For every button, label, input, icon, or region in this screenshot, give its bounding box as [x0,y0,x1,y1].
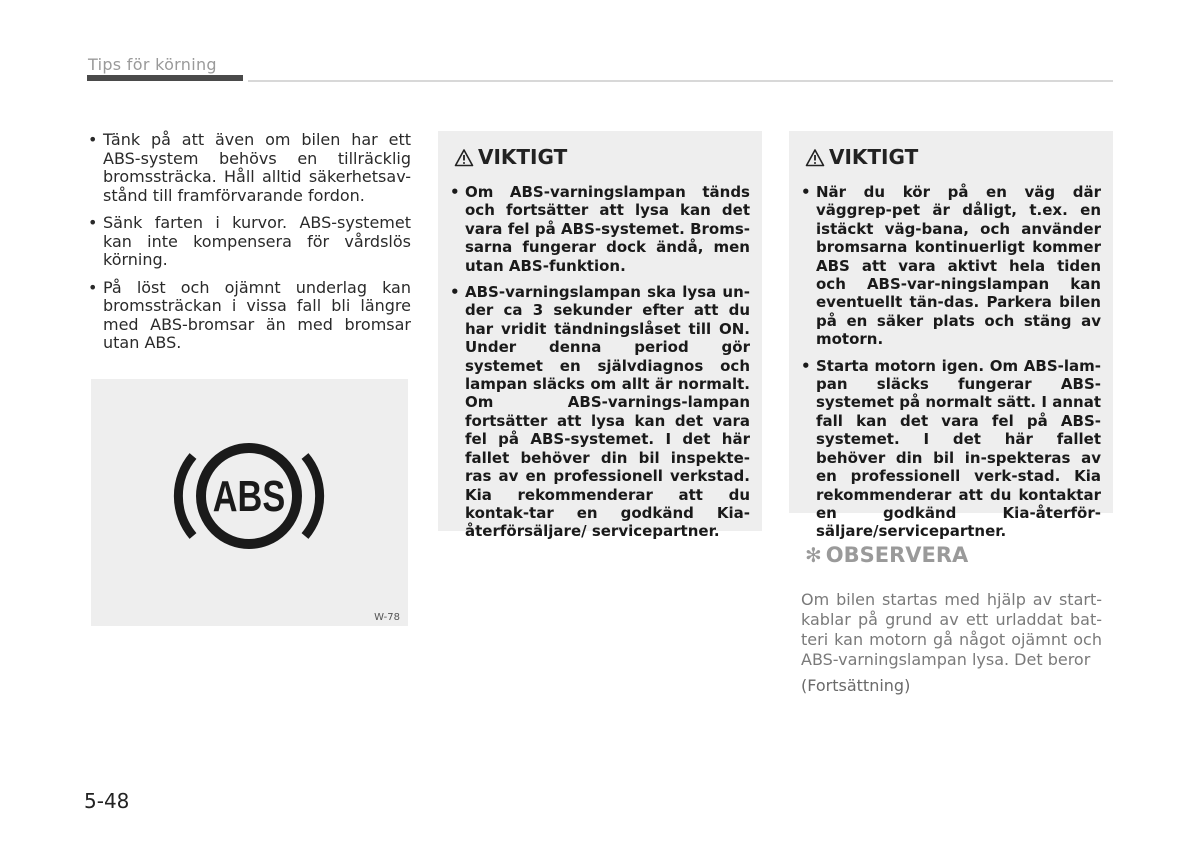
bullet-dot: • [88,277,98,297]
header-divider [248,80,1113,82]
abs-warning-lamp-icon [169,434,329,559]
bullet-dot: • [450,283,460,302]
warning-heading [805,145,1101,169]
list-item [450,183,750,275]
bullet-dot: • [88,130,98,149]
list-item [88,214,411,270]
observera-heading [805,543,968,567]
observera-title: OBSERVERA [825,543,969,567]
continued-label: (Fortsättning) [801,676,911,695]
bullet-text: Sänk farten i kurvor. ABS-systemet kan inte kompensera för vårdslös körning. [103,213,411,269]
bullet-text: På löst och ojämnt underlag kan bromssträckan i vissa fall bli längre med ABS-bromsar än med bromsar utan ABS. [103,277,411,352]
warning-heading [454,145,750,169]
header-bar [87,75,243,81]
figure-code: W-78 [374,612,400,623]
column-1 [88,131,411,362]
warning-triangle-icon [805,148,825,167]
bullet-dot: • [801,183,811,201]
warning-title: VIKTIGT [478,145,568,169]
observera-text: Om bilen startas med hjälp av start-kablar på grund av ett urladdat bat-teri kan motorn gå något ojämnt och ABS-varningslampan lysa. Det beror [801,590,1102,669]
bullet-dot: • [801,356,811,375]
list-item [88,131,411,205]
bullet-text: Om ABS-varningslampan tänds och fortsätter att lysa kan det vara fel på ABS-systemet. Broms-sarna fungerar dock ändå, men utan ABS-funktion. [465,183,750,275]
bullet-dot: • [88,213,98,232]
bullet-text: ABS-varningslampan ska lysa un-der ca 3 sekunder efter att du har vridit tändningslåset till ON. Under denna period gör systemet en självdiagnos och lampan släcks om allt är normalt. Om ABS-varnings-lampan fortsätter att lysa kan det vara fel på ABS-systemet. I det här fallet behöver din bil inspekte-ras av en professionell verkstad. Kia rekommenderar att du kontak-tar en godkänd Kia-återförsäljare/ servicepartner. [465,283,750,541]
page-number: 5-48 [84,789,130,813]
bullet-text: Tänk på att även om bilen har ett ABS-system behövs en tillräcklig bromssträcka. Håll alltid säkerhetsav-stånd till framförvarande fordon. [103,130,411,205]
warning-triangle-icon [454,148,474,167]
bullet-text: När du kör på en väg där väggrep-pet är dåligt, t.ex. en istäckt väg-bana, och använder bromsarna kontinuerligt kommer ABS att vara aktivt hela tiden och ABS-var-ningslampan kan eventuellt tän-das. Parkera bilen på en säker plats och stäng av motorn. [816,183,1101,349]
asterisk-icon: ✻ [805,543,822,567]
bullet-dot: • [450,183,460,201]
list-item [801,183,1101,349]
list-item [801,357,1101,541]
bullet-text: Starta motorn igen. Om ABS-lam-pan släcks fungerar ABS-systemet på normalt sätt. I annat fall kan det vara fel på ABS-systemet. I det här fallet behöver din bil in-spekteras av en professionell verk-stad. Kia rekommenderar att du kontaktar en godkänd Kia-återför-säljare/servicepartner. [816,356,1101,541]
abs-figure [91,379,408,626]
warning-box-2 [789,131,1113,541]
list-item [450,283,750,541]
header-section-title: Tips för körning [88,55,217,74]
abs-symbol-text: ABS [212,471,286,522]
warning-title: VIKTIGT [829,145,919,169]
warning-box-1 [438,131,762,541]
list-item [88,279,411,353]
